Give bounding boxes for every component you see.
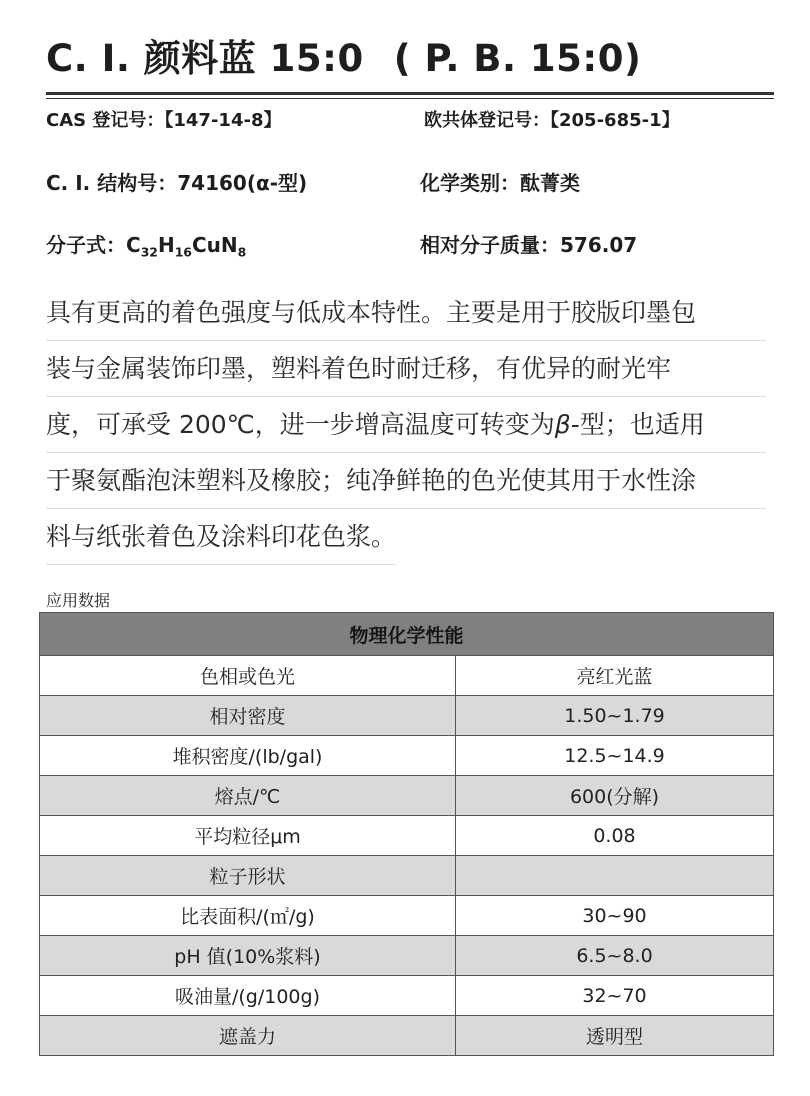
properties-table — [39, 612, 774, 1056]
page-title — [46, 28, 641, 82]
value-cell: 1.50~1.79 — [456, 696, 774, 736]
property-cell: 吸油量/(g/100g) — [40, 976, 456, 1016]
title-rule-thin — [46, 98, 774, 99]
value-cell — [456, 856, 774, 896]
table-row — [40, 1016, 774, 1056]
value-cell: 30~90 — [456, 896, 774, 936]
ci-value: 74160(α-型) — [177, 171, 308, 195]
mass-value: 576.07 — [560, 233, 638, 257]
table-row — [40, 736, 774, 776]
table-row — [40, 776, 774, 816]
cas-field — [46, 106, 281, 132]
description-line: 装与金属装饰印墨，塑料着色时耐迁移，有优异的耐光牢 — [46, 341, 766, 397]
formula-label: 分子式： — [46, 233, 126, 257]
table-row — [40, 816, 774, 856]
table-row — [40, 896, 774, 936]
value-cell: 12.5~14.9 — [456, 736, 774, 776]
value-cell: 6.5~8.0 — [456, 936, 774, 976]
description-line: 料与纸张着色及涂料印花色浆。 — [46, 509, 396, 565]
value-cell: 0.08 — [456, 816, 774, 856]
table-row — [40, 856, 774, 896]
description-line: 度，可承受 200℃，进一步增高温度可转变为β-型；也适用 — [46, 397, 766, 453]
title-rule-thick — [46, 92, 774, 95]
table-row — [40, 656, 774, 696]
mass-label: 相对分子质量： — [420, 233, 560, 257]
mass-field — [420, 229, 637, 258]
cas-value: 【147-14-8】 — [164, 110, 282, 131]
ci-field — [46, 167, 307, 196]
description-line: 于聚氨酯泡沫塑料及橡胶；纯净鲜艳的色光使其用于水性涂 — [46, 453, 766, 509]
value-cell: 亮红光蓝 — [456, 656, 774, 696]
class-label: 化学类别： — [420, 171, 520, 195]
property-cell: 遮盖力 — [40, 1016, 456, 1056]
property-cell: 堆积密度/(lb/gal) — [40, 736, 456, 776]
value-cell: 32~70 — [456, 976, 774, 1016]
description-line: 具有更高的着色强度与低成本特性。主要是用于胶版印墨包 — [46, 285, 766, 341]
title-main: C. I. 颜料蓝 15:0 — [46, 37, 364, 80]
eu-field — [424, 106, 680, 132]
property-cell: pH 值(10%浆料) — [40, 936, 456, 976]
table-row — [40, 696, 774, 736]
formula-value: $C_{32}H_{16}CuN_8$ — [126, 233, 247, 260]
table-row — [40, 936, 774, 976]
value-cell: 600(分解) — [456, 776, 774, 816]
class-value: 酞菁类 — [520, 171, 580, 195]
property-cell: 色相或色光 — [40, 656, 456, 696]
eu-label: 欧共体登记号： — [424, 110, 550, 131]
property-cell: 粒子形状 — [40, 856, 456, 896]
ci-label: C. I. 结构号： — [46, 171, 178, 195]
eu-value: 【205-685-1】 — [550, 110, 680, 131]
class-field — [420, 167, 580, 196]
table-row — [40, 976, 774, 1016]
formula-field — [46, 229, 246, 259]
value-cell: 透明型 — [456, 1016, 774, 1056]
title-alt: ( P. B. 15:0) — [393, 37, 642, 80]
application-data-label: 应用数据 — [46, 591, 111, 610]
property-cell: 比表面积/(㎡/g) — [40, 896, 456, 936]
description — [46, 285, 766, 565]
property-cell: 相对密度 — [40, 696, 456, 736]
property-cell: 熔点/℃ — [40, 776, 456, 816]
cas-label: CAS 登记号： — [46, 110, 165, 131]
table-header: 物理化学性能 — [40, 613, 774, 656]
property-cell: 平均粒径μm — [40, 816, 456, 856]
